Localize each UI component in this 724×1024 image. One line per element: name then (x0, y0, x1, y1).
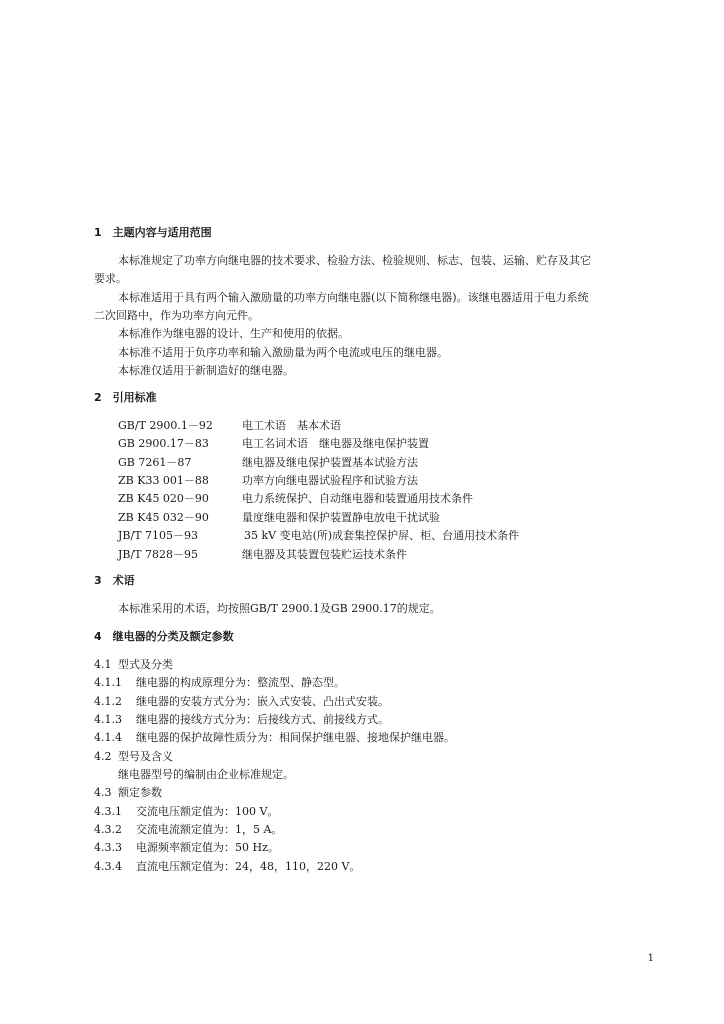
clause-text: 型号及含义 (118, 750, 173, 763)
clause-line (94, 805, 278, 819)
clause-number: 4.1 (94, 658, 112, 671)
clause-number: 4.1.2 (94, 695, 122, 708)
s1-paragraph-5: 本标准仅适用于新制造好的继电器。 (118, 364, 294, 377)
clause-text: 继电器的构成原理分为：整流型、静态型。 (136, 676, 345, 689)
clause-line (94, 750, 173, 764)
ref-code: JB/T 7105－93 (118, 529, 199, 542)
clause-text: 继电器型号的编制由企业标准规定。 (118, 768, 294, 781)
ref-code: GB 2900.17－83 (118, 437, 209, 450)
ref-code: ZB K45 032－90 (118, 511, 209, 524)
clause-number: 4.3.3 (94, 841, 122, 854)
ref-title: 电工名词术语 继电器及继电保护装置 (242, 437, 429, 450)
ref-code: GB/T 2900.1－92 (118, 419, 213, 432)
clause-text: 型式及分类 (118, 658, 173, 671)
s1-paragraph-3: 本标准作为继电器的设计、生产和使用的依据。 (118, 327, 349, 340)
clause-line (94, 695, 389, 709)
ref-code: ZB K33 001－88 (118, 474, 209, 487)
s1-paragraph-1: 本标准规定了功率方向继电器的技术要求、检验方法、检验规则、标志、包装、运输、贮存及其它 (118, 254, 591, 267)
section-1-heading: 1 主题内容与适用范围 (94, 226, 212, 239)
clause-number: 4.3.4 (94, 860, 122, 873)
ref-title: 电工术语 基本术语 (242, 419, 341, 432)
s1-paragraph-1-cont: 要求。 (94, 272, 127, 285)
clause-text: 交流电流额定值为：1，5 A。 (136, 823, 283, 836)
clause-text: 继电器的保护故障性质分为：相间保护继电器、接地保护继电器。 (136, 731, 455, 744)
clause-number: 4.1.4 (94, 731, 122, 744)
ref-code: ZB K45 020－90 (118, 492, 209, 505)
section-4-heading: 4 继电器的分类及额定参数 (94, 630, 234, 643)
clause-text: 直流电压额定值为：24，48，110，220 V。 (136, 860, 361, 873)
clause-number: 4.3 (94, 786, 112, 799)
ref-code: JB/T 7828－95 (118, 548, 199, 561)
clause-number: 4.3.1 (94, 805, 122, 818)
clause-line (94, 676, 345, 690)
ref-title: 35 kV 变电站(所)成套集控保护屏、柜、台通用技术条件 (244, 529, 520, 542)
s3-paragraph: 本标准采用的术语，均按照GB/T 2900.1及GB 2900.17的规定。 (118, 602, 441, 615)
s1-paragraph-4: 本标准不适用于负序功率和输入激励量为两个电流或电压的继电器。 (118, 346, 448, 359)
clause-line (94, 841, 279, 855)
clause-text: 继电器的接线方式分为：后接线方式、前接线方式。 (136, 713, 389, 726)
clause-number: 4.2 (94, 750, 112, 763)
ref-title: 电力系统保护、自动继电器和装置通用技术条件 (242, 492, 473, 505)
ref-code: GB 7261－87 (118, 456, 192, 469)
clause-number: 4.1.1 (94, 676, 122, 689)
clause-number: 4.1.3 (94, 713, 122, 726)
clause-text: 继电器的安装方式分为：嵌入式安装、凸出式安装。 (136, 695, 389, 708)
clause-line (94, 786, 162, 800)
s1-paragraph-2-cont: 二次回路中，作为功率方向元件。 (94, 309, 259, 322)
clause-text: 电源频率额定值为：50 Hz。 (136, 841, 279, 854)
clause-line (118, 768, 294, 782)
clause-text: 交流电压额定值为：100 V。 (136, 805, 279, 818)
ref-title: 继电器及继电保护装置基本试验方法 (242, 456, 418, 469)
clause-line (94, 860, 360, 874)
page-number: 1 (647, 953, 654, 964)
clause-line (94, 731, 455, 745)
ref-title: 继电器及其装置包装贮运技术条件 (242, 548, 407, 561)
section-3-heading: 3 术语 (94, 574, 135, 587)
clause-number: 4.3.2 (94, 823, 122, 836)
ref-title: 量度继电器和保护装置静电放电干扰试验 (242, 511, 440, 524)
clause-text: 额定参数 (118, 786, 162, 799)
s1-paragraph-2: 本标准适用于具有两个输入激励量的功率方向继电器(以下简称继电器)。该继电器适用于电力系统 (118, 291, 589, 304)
ref-title: 功率方向继电器试验程序和试验方法 (242, 474, 418, 487)
clause-line (94, 713, 389, 727)
clause-line (94, 823, 282, 837)
clause-line (94, 658, 173, 672)
section-2-heading: 2 引用标准 (94, 391, 157, 404)
